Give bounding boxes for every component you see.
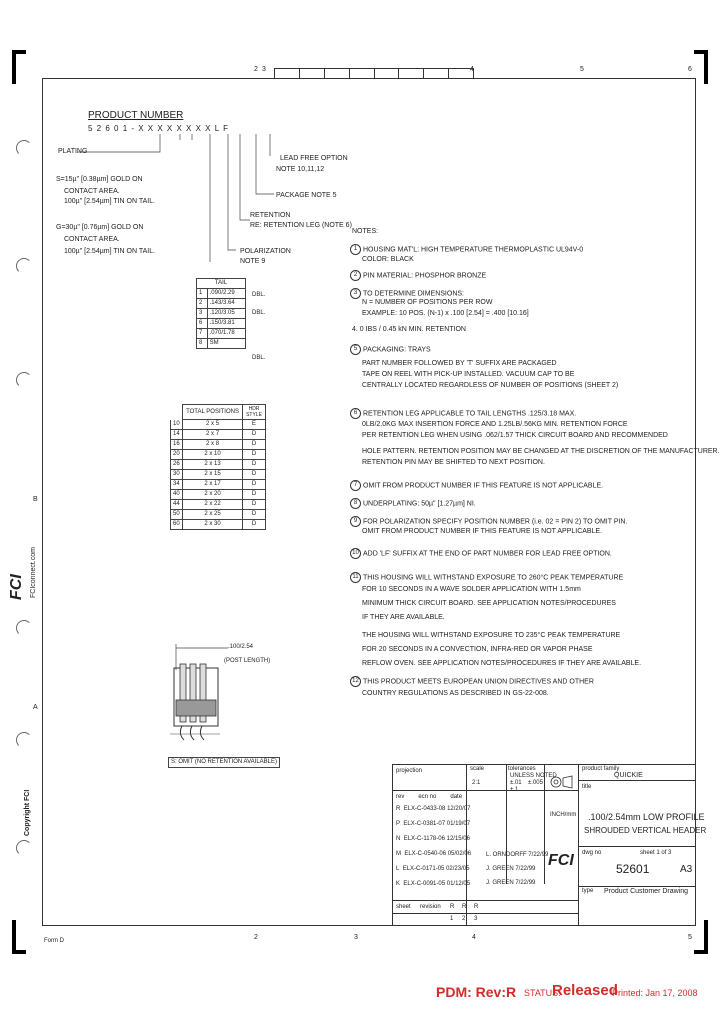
lead-free-note: NOTE 10,11,12 [276, 166, 325, 173]
note-text: 0LB/2.0KG MAX INSERTION FORCE AND 1.25LB/.56KG MIN. RETENTION FORCE [362, 421, 628, 428]
revision-row [396, 881, 470, 888]
note-text: CENTRALLY LOCATED REGARDLESS OF NUMBER OF POSITIONS (SHEET 2) [362, 382, 619, 389]
drawing-number: 52601 [616, 862, 650, 876]
note-marker: 12 [350, 676, 361, 687]
hole-mark [16, 372, 32, 388]
pos-style: D [243, 460, 266, 470]
rev-letter: M [396, 851, 401, 857]
table-row [197, 289, 246, 299]
approval-date: 7/22/99 [515, 880, 536, 886]
note-text: PIN MATERIAL: PHOSPHOR BRONZE [363, 272, 487, 280]
table-row [171, 430, 266, 440]
zone-bottom-3: 3 [354, 934, 358, 941]
plating-g-line-1: G=30µ" [0.76µm] GOLD ON [56, 224, 144, 231]
note-7 [350, 480, 603, 491]
positions-header: TOTAL POSITIONS [183, 405, 243, 420]
pos-val: 2 x 10 [183, 450, 243, 460]
approval-row [486, 852, 548, 859]
note-marker: 3 [350, 288, 361, 299]
note-text: UNDERPLATING: 50µ" [1.27µm] NI. [363, 500, 476, 508]
revision-row [396, 851, 471, 858]
pos-num: 60 [171, 520, 183, 530]
table-row [171, 510, 266, 520]
note-text: TAPE ON REEL WITH PICK-UP INSTALLED. VACUUM CAP TO BE [362, 371, 575, 378]
drawing-type: Product Customer Drawing [604, 888, 689, 895]
note-text: ADD 'LF' SUFFIX AT THE END OF PART NUMBER FOR LEAD FREE OPTION. [363, 550, 612, 558]
note-marker: 10 [350, 548, 361, 559]
note-10 [350, 548, 612, 559]
pos-style: D [243, 520, 266, 530]
table-row [171, 420, 266, 430]
pos-val: 2 x 15 [183, 470, 243, 480]
tail-num: 3 [197, 309, 208, 319]
pos-num: 50 [171, 510, 183, 520]
notes-title: NOTES: [352, 228, 379, 235]
product-number-title: PRODUCT NUMBER [88, 110, 184, 121]
form-id: Form D [44, 938, 64, 944]
table-row [171, 490, 266, 500]
connector-side-view [160, 640, 250, 750]
zone-top-2: 2 [254, 66, 258, 73]
note-marker: 2 [350, 270, 361, 281]
tolerance-label: tolerances [508, 766, 536, 772]
note-2 [350, 270, 486, 281]
side-brand-logo: FCI [8, 574, 25, 600]
tail-table [196, 278, 246, 349]
note-text: REFLOW OVEN. SEE APPLICATION NOTES/PROCEDURES IF THEY ARE AVAILABLE. [362, 660, 642, 667]
pos-val: 2 x 5 [183, 420, 243, 430]
rev-ecn: ELX-C-0540-06 [404, 851, 447, 857]
pos-num: 20 [171, 450, 183, 460]
revision-row [396, 821, 470, 828]
note-12 [350, 676, 594, 687]
status-label: STATUS: [524, 988, 561, 998]
table-row [197, 339, 246, 349]
rev-ecn: ELX-C-1178-06 [403, 836, 445, 842]
pos-style: D [243, 510, 266, 520]
zone-bottom-2: 2 [254, 934, 258, 941]
retention-label: RETENTION [250, 212, 291, 219]
tail-side: DBL. [252, 310, 266, 316]
polarization-label: POLARIZATION [240, 248, 291, 255]
revision-row-label: revision [420, 904, 441, 910]
pos-num: 44 [171, 500, 183, 510]
note-text: THIS PRODUCT MEETS EUROPEAN UNION DIRECTIVES AND OTHER [363, 678, 594, 686]
copyright-text: Copyright FCI [24, 789, 31, 836]
note-marker: 11 [350, 572, 361, 583]
zone-left-a: A [33, 704, 38, 711]
rev-letter: N [396, 836, 401, 842]
note-text: COLOR: BLACK [362, 256, 414, 263]
dwg-no-label: dwg no [582, 850, 602, 856]
note-text: THIS HOUSING WILL WITHSTAND EXPOSURE TO 260°C PEAK TEMPERATURE [363, 574, 624, 582]
approval-date: 7/22/99 [515, 866, 536, 872]
note-3 [350, 288, 464, 299]
hole-mark [16, 258, 32, 274]
sheet-row-label: sheet [396, 904, 411, 910]
ecn-header: ecn no [418, 794, 437, 800]
hole-mark [16, 140, 32, 156]
product-number-code: 5 2 6 0 1 - X X X X X X X X L F [88, 124, 229, 133]
tail-val: .120/3.05 [207, 309, 245, 319]
plating-s-line-3: 100µ" [2.54µm] TIN ON TAIL. [64, 198, 156, 205]
zone-top-6: 6 [688, 66, 692, 73]
note-8 [350, 498, 476, 509]
approval-name: J. GREEN [486, 880, 514, 886]
pos-style: D [243, 480, 266, 490]
printed-date: Printed: Jan 17, 2008 [612, 988, 698, 998]
polarization-note: NOTE 9 [240, 258, 266, 265]
note-text: MINIMUM THICK CIRCUIT BOARD. SEE APPLICATION NOTES/PROCEDURES [362, 600, 616, 607]
note-text: OMIT FROM PRODUCT NUMBER IF THIS FEATURE IS NOT APPLICABLE. [362, 528, 603, 535]
corner-mark-tr-v [704, 50, 708, 84]
note-text: RETENTION PIN MAY BE SHIFTED TO NEXT POSITION. [362, 459, 545, 466]
rev-ecn: ELX-C-0091-05 [403, 881, 446, 887]
projection-symbol-icon [548, 774, 574, 790]
rev-date: 02/23/05 [446, 866, 470, 872]
rev-date: 12/20/07 [447, 806, 471, 812]
drawing-title-1: .100/2.54mm LOW PROFILE [588, 812, 705, 822]
pos-num: 30 [171, 470, 183, 480]
top-zone-boxes [274, 68, 474, 78]
zone-bottom-4: 4 [472, 934, 476, 941]
revision-row [396, 836, 470, 843]
hole-mark [16, 620, 32, 636]
pos-num: 14 [171, 430, 183, 440]
pos-val: 2 x 8 [183, 440, 243, 450]
positions-table [170, 404, 266, 530]
rev-date: 12/15/06 [446, 836, 470, 842]
product-family-label: product family [582, 766, 620, 772]
drawing-title-2: SHROUDED VERTICAL HEADER [584, 826, 707, 835]
tail-num: 7 [197, 329, 208, 339]
rev-date: 01/12/05 [446, 881, 471, 887]
note-1 [350, 244, 583, 255]
pos-val: 2 x 30 [183, 520, 243, 530]
note-11 [350, 572, 623, 583]
note-text: EXAMPLE: 10 POS. (N-1) x .100 [2.54] = .400 [10.16] [362, 310, 529, 317]
revision-headers [396, 794, 462, 801]
plating-g-line-3: 100µ" [2.54µm] TIN ON TAIL. [64, 248, 156, 255]
post-length-dim: .100/2.54 [228, 644, 254, 650]
rev-date: 01/19/07 [446, 821, 471, 827]
tolerance-note: UNLESS NOTED [510, 773, 557, 779]
table-row [171, 470, 266, 480]
hole-mark [16, 732, 32, 748]
table-row [171, 500, 266, 510]
zone-top-4: 4 [470, 66, 474, 73]
hole-mark [16, 840, 32, 856]
rev-letter: L [396, 866, 400, 872]
plating-label: PLATING [58, 148, 88, 155]
corner-mark-br-v [704, 920, 708, 954]
note-text: N = NUMBER OF POSITIONS PER ROW [362, 299, 493, 306]
rev-ecn: ELX-C-0433-08 [403, 806, 446, 812]
pos-num: 34 [171, 480, 183, 490]
note-marker: 1 [350, 244, 361, 255]
units-label: INCH/mm [550, 812, 577, 818]
pos-style: E [243, 420, 266, 430]
pos-num: 26 [171, 460, 183, 470]
note-5 [350, 344, 431, 355]
scale-value: 2:1 [472, 780, 481, 786]
rev-letter: P [396, 821, 401, 827]
pos-val: 2 x 7 [183, 430, 243, 440]
fci-logo: FCI [548, 852, 574, 869]
rev-header: rev [396, 794, 405, 800]
sheet-label: sheet 1 of 3 [640, 850, 672, 856]
table-row [171, 520, 266, 530]
date-header: date [450, 794, 463, 800]
table-row [171, 480, 266, 490]
scale-label: scale [470, 766, 485, 772]
status-value: Released [552, 982, 618, 999]
approval-row [486, 866, 535, 873]
projection-label: projection [396, 768, 423, 774]
tail-val: .070/1.78 [207, 329, 245, 339]
pdm-rev: PDM: Rev:R [436, 984, 517, 1000]
tail-side: DBL. [252, 355, 266, 361]
tail-side: DBL. [252, 292, 266, 298]
rev-date: 05/02/06 [447, 851, 472, 857]
tail-val: SM [207, 339, 245, 349]
type-label: type [582, 888, 594, 894]
side-brand-url: FCIconnect.com [30, 547, 37, 598]
rev-ecn: ELX-C-0171-05 [402, 866, 445, 872]
table-row [197, 299, 246, 309]
tail-num: 8 [197, 339, 208, 349]
note-text: 4. 0 IBS / 0.45 kN MIN. RETENTION [352, 326, 466, 333]
zone-left-b: B [33, 496, 38, 503]
approval-name: L. ORNDORFF [486, 852, 527, 858]
note-text: FOR 10 SECONDS IN A WAVE SOLDER APPLICATION WITH 1.5mm [362, 586, 581, 593]
table-row [171, 450, 266, 460]
note-marker: 8 [350, 498, 361, 509]
tail-num: 1 [197, 289, 208, 299]
zone-top-5: 5 [580, 66, 584, 73]
pos-num: 16 [171, 440, 183, 450]
approval-name: J. GREEN [486, 866, 514, 872]
title-label: title [582, 784, 592, 790]
hdr-style-header: HDR STYLE [243, 405, 266, 420]
note-text: THE HOUSING WILL WITHSTAND EXPOSURE TO 235°C PEAK TEMPERATURE [362, 632, 621, 639]
size-value: A3 [680, 864, 693, 875]
rev-letter: K [396, 881, 401, 887]
rev-ecn: ELX-C-0381-07 [403, 821, 446, 827]
tolerance-3: ±.1 [510, 787, 519, 793]
revision-row [396, 866, 469, 873]
note-6 [350, 408, 576, 419]
product-family: QUICKIE [614, 772, 643, 779]
rev-val: R [474, 904, 479, 910]
corner-mark-tl-v [12, 50, 16, 84]
rev-val: R [462, 904, 467, 910]
plating-s-line-2: CONTACT AREA. [64, 188, 120, 195]
tolerance-1: ±.01 [510, 780, 522, 786]
pos-style: D [243, 470, 266, 480]
revision-row [396, 806, 470, 813]
note-text: OMIT FROM PRODUCT NUMBER IF THIS FEATURE IS NOT APPLICABLE. [363, 482, 604, 490]
note-text: PER RETENTION LEG WHEN USING .062/1.57 THICK CIRCUIT BOARD AND RECOMMENDED [362, 432, 668, 439]
note-text: FOR 20 SECONDS IN A CONVECTION, INFRA-RED OR VAPOR PHASE [362, 646, 593, 653]
plating-g-line-2: CONTACT AREA. [64, 236, 120, 243]
pos-val: 2 x 20 [183, 490, 243, 500]
note-text: PART NUMBER FOLLOWED BY 'T' SUFFIX ARE PACKAGED [362, 360, 557, 367]
pos-num: 10 [171, 420, 183, 430]
tail-num: 2 [197, 299, 208, 309]
note-marker: 9 [350, 516, 361, 527]
zone-bottom-5: 5 [688, 934, 692, 941]
drawing-caption: S: OMIT (NO RETENTION AVAILABLE) [168, 757, 280, 768]
rev-letter: R [396, 806, 401, 812]
note-text: HOUSING MAT'L: HIGH TEMPERATURE THERMOPLASTIC UL94V-0 [363, 246, 584, 254]
zone-top-3: 3 [262, 66, 266, 73]
pos-val: 2 x 22 [183, 500, 243, 510]
pos-style: D [243, 440, 266, 450]
sheet-num: 1 [450, 916, 454, 922]
note-text: FOR POLARIZATION SPECIFY POSITION NUMBER (i.e. 02 = PIN 2) TO OMIT PIN. [363, 518, 628, 526]
table-row [171, 460, 266, 470]
tail-val: .150/3.81 [207, 319, 245, 329]
rev-val: R [450, 904, 455, 910]
tail-header: TAIL [197, 279, 246, 289]
note-marker: 6 [350, 408, 361, 419]
note-text: RETENTION LEG APPLICABLE TO TAIL LENGTHS .125/3.18 MAX. [363, 410, 577, 418]
note-text: HOLE PATTERN. RETENTION POSITION MAY BE CHANGED AT THE DISCRETION OF THE MANUFACTURER. [362, 448, 720, 455]
tail-num: 6 [197, 319, 208, 329]
note-marker: 5 [350, 344, 361, 355]
pos-num: 40 [171, 490, 183, 500]
table-row [171, 440, 266, 450]
plating-s-line-1: S=15µ" [0.38µm] GOLD ON [56, 176, 143, 183]
approval-date: 7/22/99 [528, 852, 549, 858]
table-row [197, 319, 246, 329]
table-row [197, 329, 246, 339]
tail-val: .090/2.29 [207, 289, 245, 299]
tolerance-2: ±.005 [528, 780, 543, 786]
post-length-label: (POST LENGTH) [224, 658, 271, 664]
table-row [197, 309, 246, 319]
sheet-num: 3 [474, 916, 478, 922]
pos-val: 2 x 17 [183, 480, 243, 490]
sheet-num: 2 [462, 916, 466, 922]
note-9 [350, 516, 627, 527]
tail-val: .143/3.64 [207, 299, 245, 309]
approval-row [486, 880, 535, 887]
pos-style: D [243, 450, 266, 460]
note-marker: 7 [350, 480, 361, 491]
note-text: PACKAGING: TRAYS [363, 346, 431, 354]
pos-style: D [243, 500, 266, 510]
pos-style: D [243, 430, 266, 440]
retention-note: RE: RETENTION LEG (NOTE 6) [250, 222, 352, 229]
note-text: COUNTRY REGULATIONS AS DESCRIBED IN GS-22-008. [362, 690, 549, 697]
note-text: IF THEY ARE AVAILABLE. [362, 614, 445, 621]
pos-style: D [243, 490, 266, 500]
note-text: TO DETERMINE DIMENSIONS: [363, 290, 464, 298]
pos-val: 2 x 13 [183, 460, 243, 470]
package-note: PACKAGE NOTE 5 [276, 192, 337, 199]
pos-val: 2 x 25 [183, 510, 243, 520]
lead-free-label: LEAD FREE OPTION [280, 155, 348, 162]
corner-mark-bl-v [12, 920, 16, 954]
